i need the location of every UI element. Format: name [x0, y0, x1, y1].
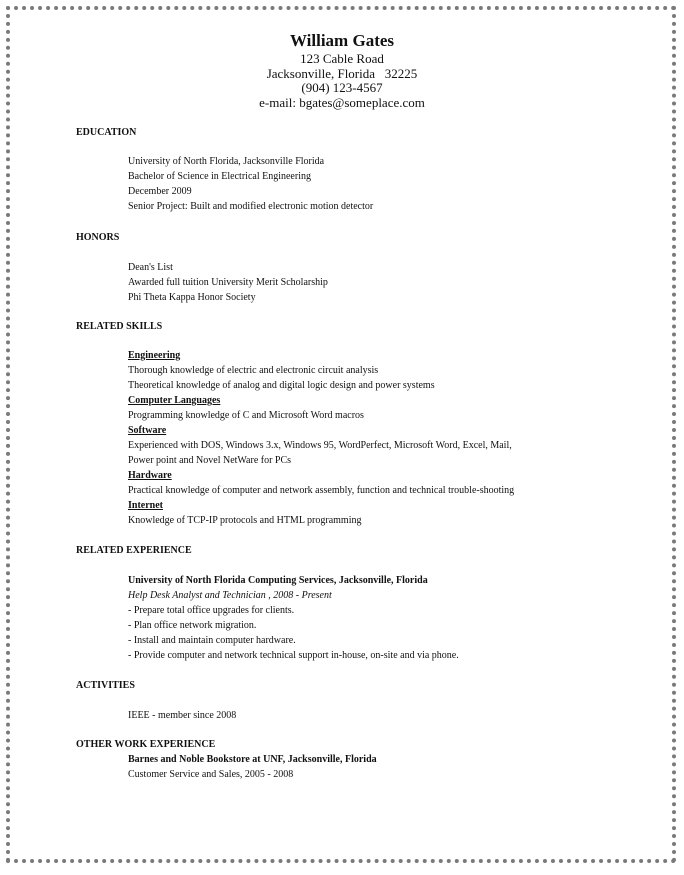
other-role: Customer Service and Sales, 2005 - 2008: [128, 769, 294, 780]
skill-line: Power point and Novel NetWare for PCs: [128, 455, 292, 466]
phone-number: (904) 123-4567: [301, 80, 383, 95]
skills-heading: RELATED SKILLS: [76, 321, 163, 332]
skill-line: Practical knowledge of computer and network assembly, function and technical trouble-shooting: [128, 485, 515, 496]
address-line-1: 123 Cable Road: [300, 51, 384, 66]
other-experience-heading: OTHER WORK EXPERIENCE: [76, 739, 216, 750]
skill-category-hardware: Hardware: [128, 470, 172, 481]
skill-line: Knowledge of TCP-IP protocols and HTML programming: [128, 515, 362, 526]
resume-name: William Gates: [289, 31, 395, 50]
experience-bullet: - Prepare total office upgrades for clients.: [128, 605, 295, 616]
experience-role: Help Desk Analyst and Technician , 2008 - Present: [128, 590, 332, 601]
honors-line: Phi Theta Kappa Honor Society: [128, 292, 256, 303]
address-line-2: Jacksonville, Florida 32225: [266, 66, 418, 81]
activity-line: IEEE - member since 2008: [128, 710, 237, 721]
education-line: Senior Project: Built and modified electronic motion detector: [128, 201, 374, 212]
other-employer: Barnes and Noble Bookstore at UNF, Jacksonville, Florida: [128, 754, 377, 765]
experience-bullet: - Install and maintain computer hardware.: [128, 635, 296, 646]
skill-line: Theoretical knowledge of analog and digital logic design and power systems: [128, 380, 435, 391]
email-address: e-mail: bgates@someplace.com: [259, 95, 425, 110]
skill-category-software: Software: [128, 425, 167, 436]
education-line: Bachelor of Science in Electrical Engineering: [128, 171, 311, 182]
skill-line: Experienced with DOS, Windows 3.x, Windows 95, WordPerfect, Microsoft Word, Excel, Mail,: [128, 440, 512, 451]
skill-category-languages: Computer Languages: [128, 395, 221, 406]
education-line: University of North Florida, Jacksonville Florida: [128, 156, 325, 167]
skill-category-engineering: Engineering: [128, 350, 181, 361]
education-line: December 2009: [128, 186, 192, 197]
experience-heading: RELATED EXPERIENCE: [76, 545, 192, 556]
skill-category-internet: Internet: [128, 500, 163, 511]
education-heading: EDUCATION: [76, 127, 137, 138]
honors-line: Awarded full tuition University Merit Scholarship: [128, 277, 328, 288]
experience-bullet: - Plan office network migration.: [128, 620, 257, 631]
experience-bullet: - Provide computer and network technical support in-house, on-site and via phone.: [128, 650, 459, 661]
experience-employer: University of North Florida Computing Services, Jacksonville, Florida: [128, 575, 428, 586]
skill-line: Thorough knowledge of electric and electronic circuit analysis: [128, 365, 379, 376]
honors-line: Dean's List: [128, 262, 173, 273]
skill-line: Programming knowledge of C and Microsoft Word macros: [128, 410, 364, 421]
honors-heading: HONORS: [76, 232, 120, 243]
activities-heading: ACTIVITIES: [76, 680, 135, 691]
